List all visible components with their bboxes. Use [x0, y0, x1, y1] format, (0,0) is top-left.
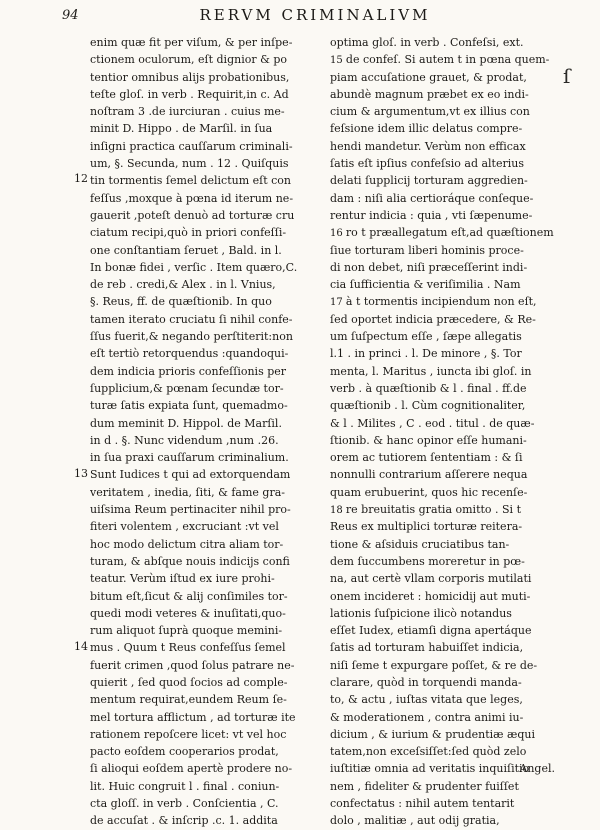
- text-line: cium & argumentum,vt ex illius con: [330, 105, 530, 119]
- page-number: 94: [62, 8, 79, 23]
- text-line: um, §. Secunda, num . 12 . Quiſquis: [90, 157, 289, 171]
- text-line: Sunt Iudices t qui ad extorquendam: [90, 468, 291, 482]
- text-line: tatem,non exceſsiſſet:ſed quòd zelo: [330, 745, 527, 759]
- text-line: minit D. Hippo . de Marſil. in ſua: [90, 122, 273, 136]
- text-line: verb . à quæſtionib & l . final . ff.de: [330, 381, 527, 395]
- text-line: & l . Milites , C . eod . titul . de quæ-: [330, 416, 535, 430]
- text-line: hendi mandetur. Verùm non efficax: [330, 139, 526, 153]
- text-line: l.1 . in princi . l. De minore , §. Tor: [330, 347, 522, 361]
- text-line: ſatis eſt ipſius confeſsio ad alterius: [330, 157, 524, 171]
- text-line: dam : niſi alia certioráque conſeque-: [330, 191, 534, 205]
- text-line: ſatis ad torturam habuiſſet indicia,: [330, 641, 524, 655]
- text-line: teſte gloſ. in verb . Requirit,in c. Ad: [90, 87, 289, 101]
- text-line: 18 re breuitatis gratia omitto . Si t: [330, 503, 521, 517]
- text-line: ciatum recipi,quò in priori confeſſi-: [90, 226, 287, 240]
- text-line: de accuſat . & inſcrip .c. 1. addita: [90, 814, 278, 828]
- text-line: & moderationem , contra animi iu-: [330, 710, 524, 724]
- text-line: tentior omnibus alijs probationibus,: [90, 70, 290, 84]
- margin-section-number: 12: [74, 172, 88, 186]
- text-line: mel tortura afflictum , ad torturæ ite: [90, 710, 296, 724]
- text-line: feſsione idem illic delatus compre-: [330, 122, 523, 136]
- text-line: quierit , ſed quod ſocios ad comple-: [90, 675, 288, 689]
- text-line: piam accuſatione grauet, & prodat,: [330, 70, 527, 84]
- text-line: bitum eſt,ſicut & alij conſimiles tor-: [90, 589, 288, 603]
- inline-section-number: 15: [330, 55, 346, 67]
- text-line: ſi alioqui eoſdem apertè prodere no-: [90, 762, 293, 776]
- text-line: fiteri volentem , excruciant :vt vel: [90, 520, 279, 534]
- text-line: mentum requirat,eundem Reum ſe-: [90, 693, 287, 707]
- text-line: quam erubuerint, quos hic recenſe-: [330, 485, 528, 499]
- text-line: gauerit ,poteſt denuò ad torturæ cru: [90, 208, 295, 222]
- text-line: confectatus : nihil autem tentarit: [330, 797, 515, 811]
- text-line: veritatem , inedia, ſiti, & fame gra-: [90, 485, 286, 499]
- text-line: mus . Quum t Reus confeſſus ſemel: [90, 641, 286, 655]
- text-line: in d . §. Nunc videndum ,num .26.: [90, 433, 279, 447]
- text-line: de reb . credi,& Alex . in l. Vnius,: [90, 278, 276, 292]
- text-line: 17 à t tormentis incipiendum non eſt,: [330, 295, 537, 309]
- margin-section-number: 14: [74, 639, 88, 653]
- text-line: uiſsima Reum pertinaciter nihil pro-: [90, 503, 291, 517]
- right-column: [330, 34, 555, 830]
- text-line: fuerit crimen ,quod ſolus patrare ne-: [90, 658, 295, 672]
- text-line: ſed oportet indicia præcedere, & Re-: [330, 312, 536, 326]
- text-line: clarare, quòd in torquendi manda-: [330, 675, 522, 689]
- text-line: quedi modi veteres & inuſitati,quo-: [90, 606, 286, 620]
- text-line: abundè magnum præbet ex eo indi-: [330, 87, 529, 101]
- text-line: pacto eoſdem cooperarios prodat,: [90, 745, 279, 759]
- text-line: to, & actu , iuſtas vitata que leges,: [330, 693, 523, 707]
- text-line: one conſtantiam ſeruet , Bald. in l.: [90, 243, 282, 257]
- text-line: orem ac tutiorem ſententiam : & ſi: [330, 451, 523, 465]
- text-line: teatur. Verùm iſtud ex iure prohi-: [90, 572, 275, 586]
- catchword: Angel.: [519, 762, 555, 775]
- text-line: tione & aſsiduis cruciatibus tan-: [330, 537, 510, 551]
- text-line: enim quæ fit per viſum, & per inſpe-: [90, 36, 293, 49]
- text-line: nem , fideliter & prudenter fuiſſet: [330, 779, 519, 793]
- text-line: eſſet Iudex, etiamſi digna apertáque: [330, 624, 532, 638]
- margin-section-number: 13: [74, 466, 88, 480]
- text-line: inſigni practica cauſſarum criminali-: [90, 139, 293, 153]
- text-line: 16 ro t præallegatum eſt,ad quæſtionem: [330, 226, 554, 240]
- text-line: iuſtitiæ omnia ad veritatis inquiſitio: [330, 762, 530, 776]
- text-line: di non debet, niſi præceſſerint indi-: [330, 260, 528, 274]
- inline-section-number: 16: [330, 228, 346, 240]
- text-line: In bonæ fidei , verſic . Item quæro,C.: [90, 260, 298, 274]
- handwritten-margin-mark: ſ: [563, 64, 571, 88]
- text-line: ctionem oculorum, eſt dignior & po: [90, 53, 288, 67]
- text-line: Reus ex multiplici torturæ reitera-: [330, 520, 523, 534]
- text-line: lit. Huic congruit l . final . coniun-: [90, 779, 280, 793]
- text-line: feſſus ,moxque à pœna id iterum ne-: [90, 191, 294, 205]
- left-column: [90, 34, 315, 830]
- text-line: nonnulli contrarium aſſerere nequa: [330, 468, 528, 482]
- text-line: menta, l. Maritus , iuncta ibi gloſ. in: [330, 364, 532, 378]
- inline-section-number: 17: [330, 297, 346, 309]
- text-line: ſiue torturam liberi hominis proce-: [330, 243, 524, 257]
- text-line: hoc modo delictum citra aliam tor-: [90, 537, 284, 551]
- text-line: rationem repoſcere licet: vt vel hoc: [90, 727, 287, 741]
- text-line: in ſua praxi cauſſarum criminalium.: [90, 451, 289, 465]
- text-line: niſi ſeme t expurgare poſſet, & re de-: [330, 658, 538, 672]
- text-line: na, aut certè vllam corporis mutilati: [330, 572, 532, 586]
- text-line: cta gloſſ. in verb . Conſcientia , C.: [90, 797, 279, 811]
- text-line: delati ſupplicij torturam aggredien-: [330, 174, 528, 188]
- text-line: §. Reus, ff. de quæſtionib. In quo: [90, 295, 272, 309]
- text-line: tamen iterato cruciatu ſi nihil confe-: [90, 312, 293, 326]
- text-line: rum aliquot ſuprà quoque memini-: [90, 624, 283, 638]
- text-line: lationis ſuſpicione ilicò notandus: [330, 606, 512, 620]
- text-line: um ſuſpectum eſſe , ſæpe allegatis: [330, 330, 522, 344]
- text-line: 15 de confeſ. Si autem t in pœna quem-: [330, 53, 550, 67]
- page-header: [0, 6, 600, 28]
- text-line: turam, & abſque nouis indicijs confi: [90, 554, 290, 568]
- text-line: quæſtionib . l. Cùm cognitionaliter,: [330, 399, 526, 413]
- text-line: noſtram 3 .de iurciuran . cuius me-: [90, 105, 285, 119]
- text-line: dum meminit D. Hippol. de Marſil.: [90, 416, 282, 430]
- text-line: tin tormentis ſemel delictum eſt con: [90, 174, 292, 188]
- text-line: ſtionib. & hanc opinor eſſe humani-: [330, 433, 527, 447]
- text-line: dem ſuccumbens moreretur in pœ-: [330, 554, 525, 568]
- text-line: eſt tertiò retorquendus :quandoqui-: [90, 347, 289, 361]
- text-line: rentur indicia : quia , vti ſæpenume-: [330, 208, 533, 222]
- text-line: optima gloſ. in verb . Confeſsi, ext.: [330, 36, 524, 49]
- running-head: RERVM CRIMINALIVM: [199, 6, 431, 24]
- text-line: dicium , & iurium & prudentiæ æqui: [330, 727, 535, 741]
- text-line: ſſus fuerit,& negando perſtiterit:non: [90, 330, 293, 344]
- text-line: dolo , malitiæ , aut odij gratia,: [330, 814, 500, 828]
- text-line: onem incideret : homicidij aut muti-: [330, 589, 531, 603]
- text-line: turæ ſatis expiata ſunt, quemadmo-: [90, 399, 288, 413]
- text-line: ſupplicium,& pœnam ſecundæ tor-: [90, 381, 284, 395]
- text-line: cia ſufficientia & veriſimilia . Nam: [330, 278, 521, 292]
- text-line: dem indicia prioris confeſſionis per: [90, 364, 287, 378]
- inline-section-number: 18: [330, 505, 346, 517]
